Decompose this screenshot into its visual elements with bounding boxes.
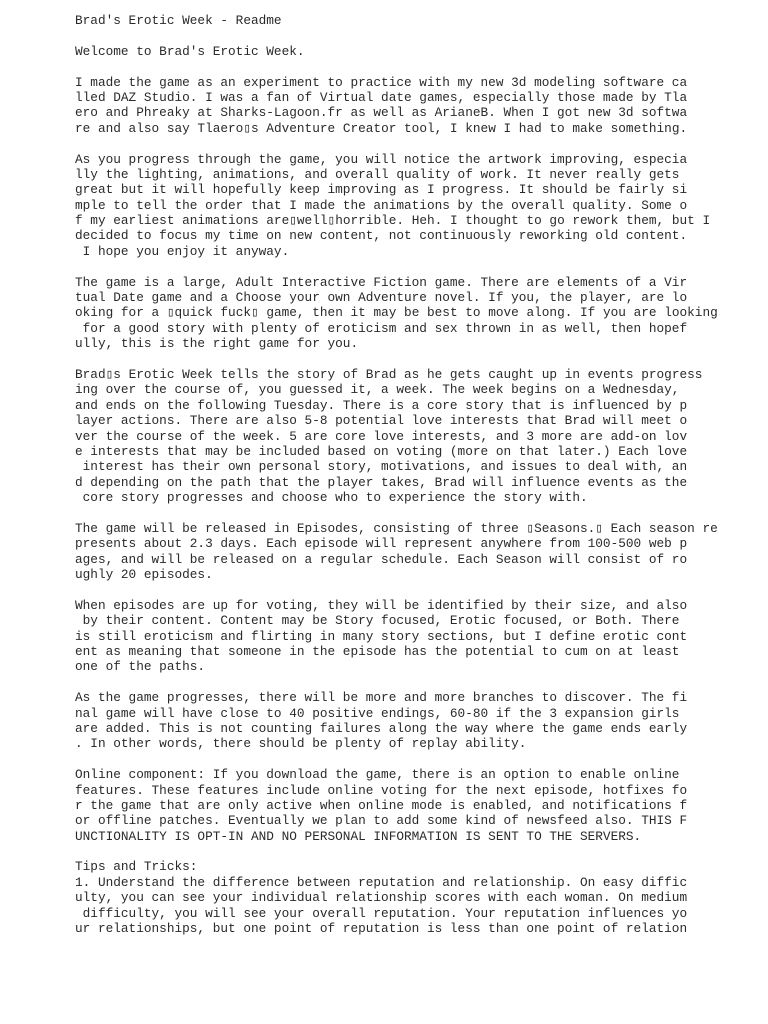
text-line: . In other words, there should be plenty of replay ability. xyxy=(75,736,527,752)
text-line: tual Date game and a Choose your own Adventure novel. If you, the player, are lo xyxy=(75,290,688,306)
paragraph xyxy=(75,859,735,936)
text-line: Brad▯s Erotic Week tells the story of Brad as he gets caught up in events progress xyxy=(75,366,703,382)
text-line: great but it will hopefully keep improving as I progress. It should be fairly si xyxy=(75,182,688,198)
document-title-block xyxy=(75,13,735,28)
text-line: interest has their own personal story, motivations, and issues to deal with, an xyxy=(75,459,688,475)
paragraph xyxy=(75,690,735,752)
text-line: ing over the course of, you guessed it, a week. The week begins on a Wednesday, xyxy=(75,382,680,398)
paragraph xyxy=(75,152,735,260)
text-line: 1. Understand the difference between reputation and relationship. On easy diffic xyxy=(75,874,688,890)
text-line: is still eroticism and flirting in many story sections, but I define erotic cont xyxy=(75,628,688,644)
text-line: lled DAZ Studio. I was a fan of Virtual date games, especially those made by Tla xyxy=(75,89,688,105)
text-line: layer actions. There are also 5-8 potential love interests that Brad will meet o xyxy=(75,413,688,429)
paragraph xyxy=(75,598,735,675)
text-line: features. These features include online voting for the next episode, hotfixes fo xyxy=(75,782,688,798)
text-line: and ends on the following Tuesday. There is a core story that is influenced by p xyxy=(75,397,688,413)
text-line: or offline patches. Eventually we plan to add some kind of newsfeed also. THIS F xyxy=(75,813,688,829)
text-line: ulty, you can see your individual relationship scores with each woman. On medium xyxy=(75,890,688,906)
text-line: one of the paths. xyxy=(75,659,206,675)
text-line: ver the course of the week. 5 are core love interests, and 3 more are add-on lov xyxy=(75,428,688,444)
text-line: ages, and will be released on a regular schedule. Each Season will consist of ro xyxy=(75,551,688,567)
paragraph xyxy=(75,275,735,352)
text-line: f my earliest animations are▯well▯horrible. Heh. I thought to go rework them, but I xyxy=(75,213,711,229)
document-body xyxy=(75,44,735,937)
text-line: ur relationships, but one point of reputation is less than one point of relation xyxy=(75,921,688,937)
text-line: re and also say Tlaero▯s Adventure Creator tool, I knew I had to make something. xyxy=(75,120,688,136)
text-line: ent as meaning that someone in the episode has the potential to cum on at least xyxy=(75,644,680,660)
text-line: ero and Phreaky at Sharks-Lagoon.fr as well as ArianeB. When I got new 3d softwa xyxy=(75,105,688,121)
text-line: As the game progresses, there will be more and more branches to discover. The fi xyxy=(75,690,688,706)
paragraph xyxy=(75,75,735,137)
text-line: When episodes are up for voting, they will be identified by their size, and also xyxy=(75,597,688,613)
text-line: for a good story with plenty of eroticism and sex thrown in as well, then hopef xyxy=(75,320,688,336)
text-line: decided to focus my time on new content, not continuously reworking old content. xyxy=(75,228,688,244)
text-line: presents about 2.3 days. Each episode will represent anywhere from 100-500 web p xyxy=(75,536,688,552)
paragraph xyxy=(75,367,735,506)
text-line: by their content. Content may be Story focused, Erotic focused, or Both. There xyxy=(75,613,680,629)
text-line: I made the game as an experiment to practice with my new 3d modeling software ca xyxy=(75,74,688,90)
text-line: mple to tell the order that I made the animations by the overall quality. Some o xyxy=(75,197,688,213)
text-line: As you progress through the game, you will notice the artwork improving, especia xyxy=(75,151,688,167)
text-line: The game will be released in Episodes, consisting of three ▯Seasons.▯ Each season re xyxy=(75,520,718,536)
text-line: nal game will have close to 40 positive endings, 60-80 if the 3 expansion girls xyxy=(75,705,680,721)
text-line: difficulty, you will see your overall reputation. Your reputation influences yo xyxy=(75,905,688,921)
text-line: lly the lighting, animations, and overall quality of work. It never really gets xyxy=(75,166,680,182)
text-line: Online component: If you download the game, there is an option to enable online xyxy=(75,767,680,783)
document-title: Brad's Erotic Week - Readme xyxy=(75,13,282,28)
text-line: are added. This is not counting failures along the way where the game ends early xyxy=(75,720,688,736)
text-line: UNCTIONALITY IS OPT-IN AND NO PERSONAL INFORMATION IS SENT TO THE SERVERS. xyxy=(75,828,642,844)
text-line: Welcome to Brad's Erotic Week. xyxy=(75,43,305,59)
readme-document xyxy=(75,13,735,952)
text-line: ully, this is the right game for you. xyxy=(75,336,359,352)
text-line: r the game that are only active when online mode is enabled, and notifications f xyxy=(75,797,688,813)
text-line: d depending on the path that the player takes, Brad will influence events as the xyxy=(75,474,688,490)
text-line: The game is a large, Adult Interactive Fiction game. There are elements of a Vir xyxy=(75,274,688,290)
text-line: e interests that may be included based on voting (more on that later.) Each love xyxy=(75,443,688,459)
text-line: ughly 20 episodes. xyxy=(75,567,213,583)
text-line: core story progresses and choose who to experience the story with. xyxy=(75,490,588,506)
text-line: Tips and Tricks: xyxy=(75,859,198,875)
paragraph xyxy=(75,44,735,59)
text-line: I hope you enjoy it anyway. xyxy=(75,243,290,259)
paragraph xyxy=(75,521,735,583)
text-line: oking for a ▯quick fuck▯ game, then it may be best to move along. If you are looking xyxy=(75,305,718,321)
paragraph xyxy=(75,767,735,844)
